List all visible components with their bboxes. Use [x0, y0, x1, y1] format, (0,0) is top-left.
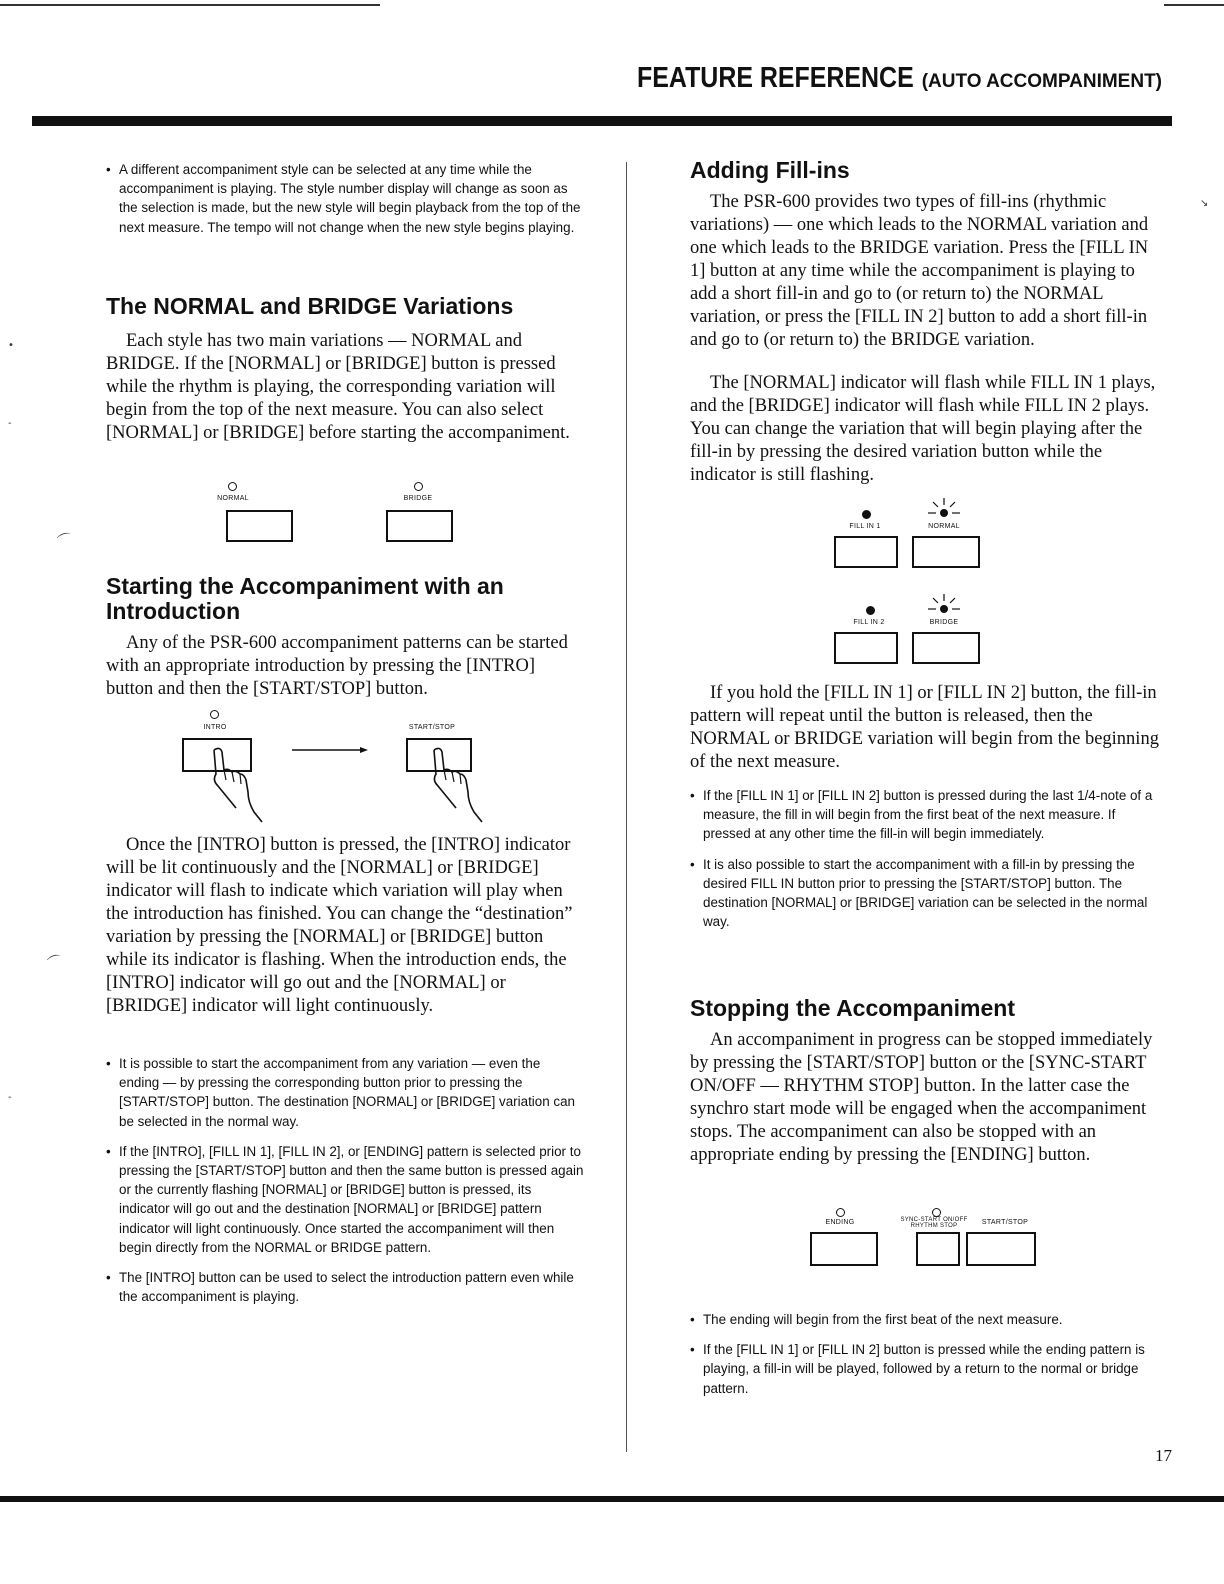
fillins-notes: [690, 786, 1164, 931]
note-item: • The ending will begin from the first beat of the next measure.: [690, 1312, 1063, 1327]
normal-label: NORMAL: [217, 495, 249, 502]
arrow-right-icon: [292, 746, 368, 754]
fillin2-button[interactable]: [834, 632, 898, 664]
note-item: • It is possible to start the accompaniment from any variation — even the ending — by pressing the corresponding button prior to pressing the [START/STOP] button. The destination [NORMAL] or [BRIDGE] variation can be selected in the normal way.: [106, 1056, 575, 1129]
intro-paragraph-2: Once the [INTRO] button is pressed, the [INTRO] indicator will be lit continuously and the [NORMAL] or [BRIDGE] indicator will flash to indicate which variation will play when the introduction has finished. You can change the “destination” variation by pressing the [NORMAL] or [BRIDGE] button while its indicator is flashing. When the introduction ends, the [INTRO] indicator will go out and the [NORMAL] or [BRIDGE] indicator will light continuously.: [106, 835, 573, 1016]
scan-edge-line-right: [1164, 4, 1224, 6]
heading-stopping: Stopping the Accompaniment: [690, 995, 1015, 1021]
start-stop-label: START/STOP: [408, 724, 456, 731]
bridge-indicator: [414, 482, 423, 491]
page-number: 17: [1155, 1446, 1172, 1465]
start-stop-label: START/STOP: [981, 1219, 1029, 1226]
bridge-button[interactable]: [386, 510, 453, 542]
intro-note: • A different accompaniment style can be selected at any time while the accompaniment is playing. The style number display will change as soon as the selection is made, but the new style will begin playback from the top of the next measure. The tempo will not change when the new style begins playing.: [106, 162, 581, 235]
header-rule: [32, 116, 1172, 126]
fillin1-label: FILL IN 1: [849, 523, 881, 530]
bridge-button[interactable]: [912, 632, 980, 664]
intro-start-figure: [180, 706, 500, 826]
bridge-label: BRIDGE: [929, 619, 959, 626]
footer-rule: [0, 1496, 1224, 1502]
margin-mark: ⌒: [46, 953, 65, 973]
heading-intro: Starting the Accompaniment with an Introduction: [106, 573, 504, 624]
fillin2-figure: [830, 592, 990, 668]
normal-button[interactable]: [226, 510, 293, 542]
normal-button[interactable]: [912, 536, 980, 568]
pressing-hand-icon: [208, 746, 268, 824]
intro-paragraph-1: Any of the PSR-600 accompaniment patterns can be started with an appropriate introduction by pressing the [INTRO] button and then the [START/STOP] button.: [106, 633, 568, 699]
ending-label: ENDING: [825, 1219, 855, 1226]
normal-label: NORMAL: [928, 523, 960, 530]
flashing-indicator-icon: [926, 592, 962, 616]
note-item: • If the [FILL IN 1] or [FILL IN 2] button is pressed during the last 1/4-note of a measure, the fill in will begin from the first beat of the next measure. If pressed at any other time the fill-in will begin immediately.: [690, 788, 1153, 842]
fillin2-indicator: [866, 606, 875, 615]
fillin2-label: FILL IN 2: [853, 619, 885, 626]
stop-figure: [806, 1206, 1046, 1270]
margin-mark: •: [8, 340, 14, 351]
margin-mark: -: [8, 1092, 12, 1103]
fillins-paragraph-2: The [NORMAL] indicator will flash while FILL IN 1 plays, and the [BRIDGE] indicator will flash while FILL IN 2 plays. You can change the variation that will begin playing after the fill-in by pressing the desired variation button while the indicator is still flashing.: [690, 373, 1156, 485]
note-item: • The [INTRO] button can be used to select the introduction pattern even while the accompaniment is playing.: [106, 1270, 574, 1305]
sync-start-label: SYNC-START ON/OFF RHYTHM STOP: [900, 1217, 968, 1229]
fillins-paragraph-1: The PSR-600 provides two types of fill-ins (rhythmic variations) — one which leads to the NORMAL variation and one which leads to the BRIDGE variation. Press the [FILL IN 1] button at any time while the accompaniment is playing to add a short fill-in and go to (or return to) the NORMAL variation, or press the [FILL IN 2] button to add a short fill-in and go to (or return to) the BRIDGE variation.: [690, 192, 1149, 350]
header-title: FEATURE REFERENCE: [637, 62, 914, 94]
heading-normal-bridge: The NORMAL and BRIDGE Variations: [106, 293, 514, 319]
note-item: • If the [FILL IN 1] or [FILL IN 2] button is pressed while the ending pattern is playing, a fill-in will be played, followed by a return to the normal or bridge pattern.: [690, 1342, 1145, 1396]
fillin1-button[interactable]: [834, 536, 898, 568]
page-header: [592, 62, 1162, 95]
flashing-indicator-icon: [926, 496, 962, 520]
ending-indicator: [836, 1208, 845, 1217]
column-divider: [626, 162, 627, 1452]
fillins-paragraph-3: If you hold the [FILL IN 1] or [FILL IN 2] button, the fill-in pattern will repeat until the button is released, then the NORMAL or BRIDGE variation will begin from the beginning of the next measure.: [690, 683, 1159, 772]
sync-start-indicator: [932, 1208, 941, 1217]
intro-indicator: [210, 710, 219, 719]
normal-bridge-paragraph: Each style has two main variations — NORMAL and BRIDGE. If the [NORMAL] or [BRIDGE] button is pressed while the rhythm is playing, the corresponding variation will begin from the top of the next measure. You can also select [NORMAL] or [BRIDGE] before starting the accompaniment.: [106, 331, 570, 443]
margin-mark: -: [8, 418, 12, 429]
fillin1-indicator: [862, 510, 871, 519]
pressing-hand-icon: [428, 746, 488, 824]
stopping-notes: [690, 1310, 1170, 1398]
stopping-paragraph: An accompaniment in progress can be stopped immediately by pressing the [START/STOP] button or the [SYNC-START ON/OFF — RHYTHM STOP] button. In the latter case the synchro start mode will be engaged when the accompaniment stops. The accompaniment can also be stopped with an appropriate ending by pressing the [ENDING] button.: [690, 1030, 1153, 1165]
note-item: • If the [INTRO], [FILL IN 1], [FILL IN 2], or [ENDING] pattern is selected prior to pressing the [START/STOP] button and then the same button is pressed again or the currently flashing [NORMAL] or [BRIDGE] button is pressed, its indicator will go out and the destination [NORMAL] or [BRIDGE] pattern indicator will light continuously. Once started the accompaniment will then begin directly from the NORMAL or BRIDGE pattern.: [106, 1143, 584, 1255]
margin-mark: ⌒: [56, 531, 75, 551]
ending-button[interactable]: [810, 1232, 878, 1266]
margin-mark: ↘: [1200, 198, 1209, 209]
start-stop-button[interactable]: [966, 1232, 1036, 1266]
fillin1-figure: [830, 496, 990, 572]
intro-notes: [106, 1054, 584, 1306]
bridge-label: BRIDGE: [403, 495, 433, 502]
heading-fillins: Adding Fill-ins: [690, 157, 850, 183]
scan-edge-line: [0, 4, 380, 6]
normal-bridge-figure: [216, 478, 476, 546]
intro-label: INTRO: [203, 724, 227, 731]
note-item: • It is also possible to start the accompaniment with a fill-in by pressing the desired FILL IN button prior to pressing the [START/STOP] button. The destination [NORMAL] or [BRIDGE] variation can be selected in the normal way.: [690, 856, 1148, 930]
header-subtitle: (AUTO ACCOMPANIMENT): [921, 71, 1162, 92]
normal-indicator: [228, 482, 237, 491]
sync-start-button[interactable]: [916, 1232, 960, 1266]
